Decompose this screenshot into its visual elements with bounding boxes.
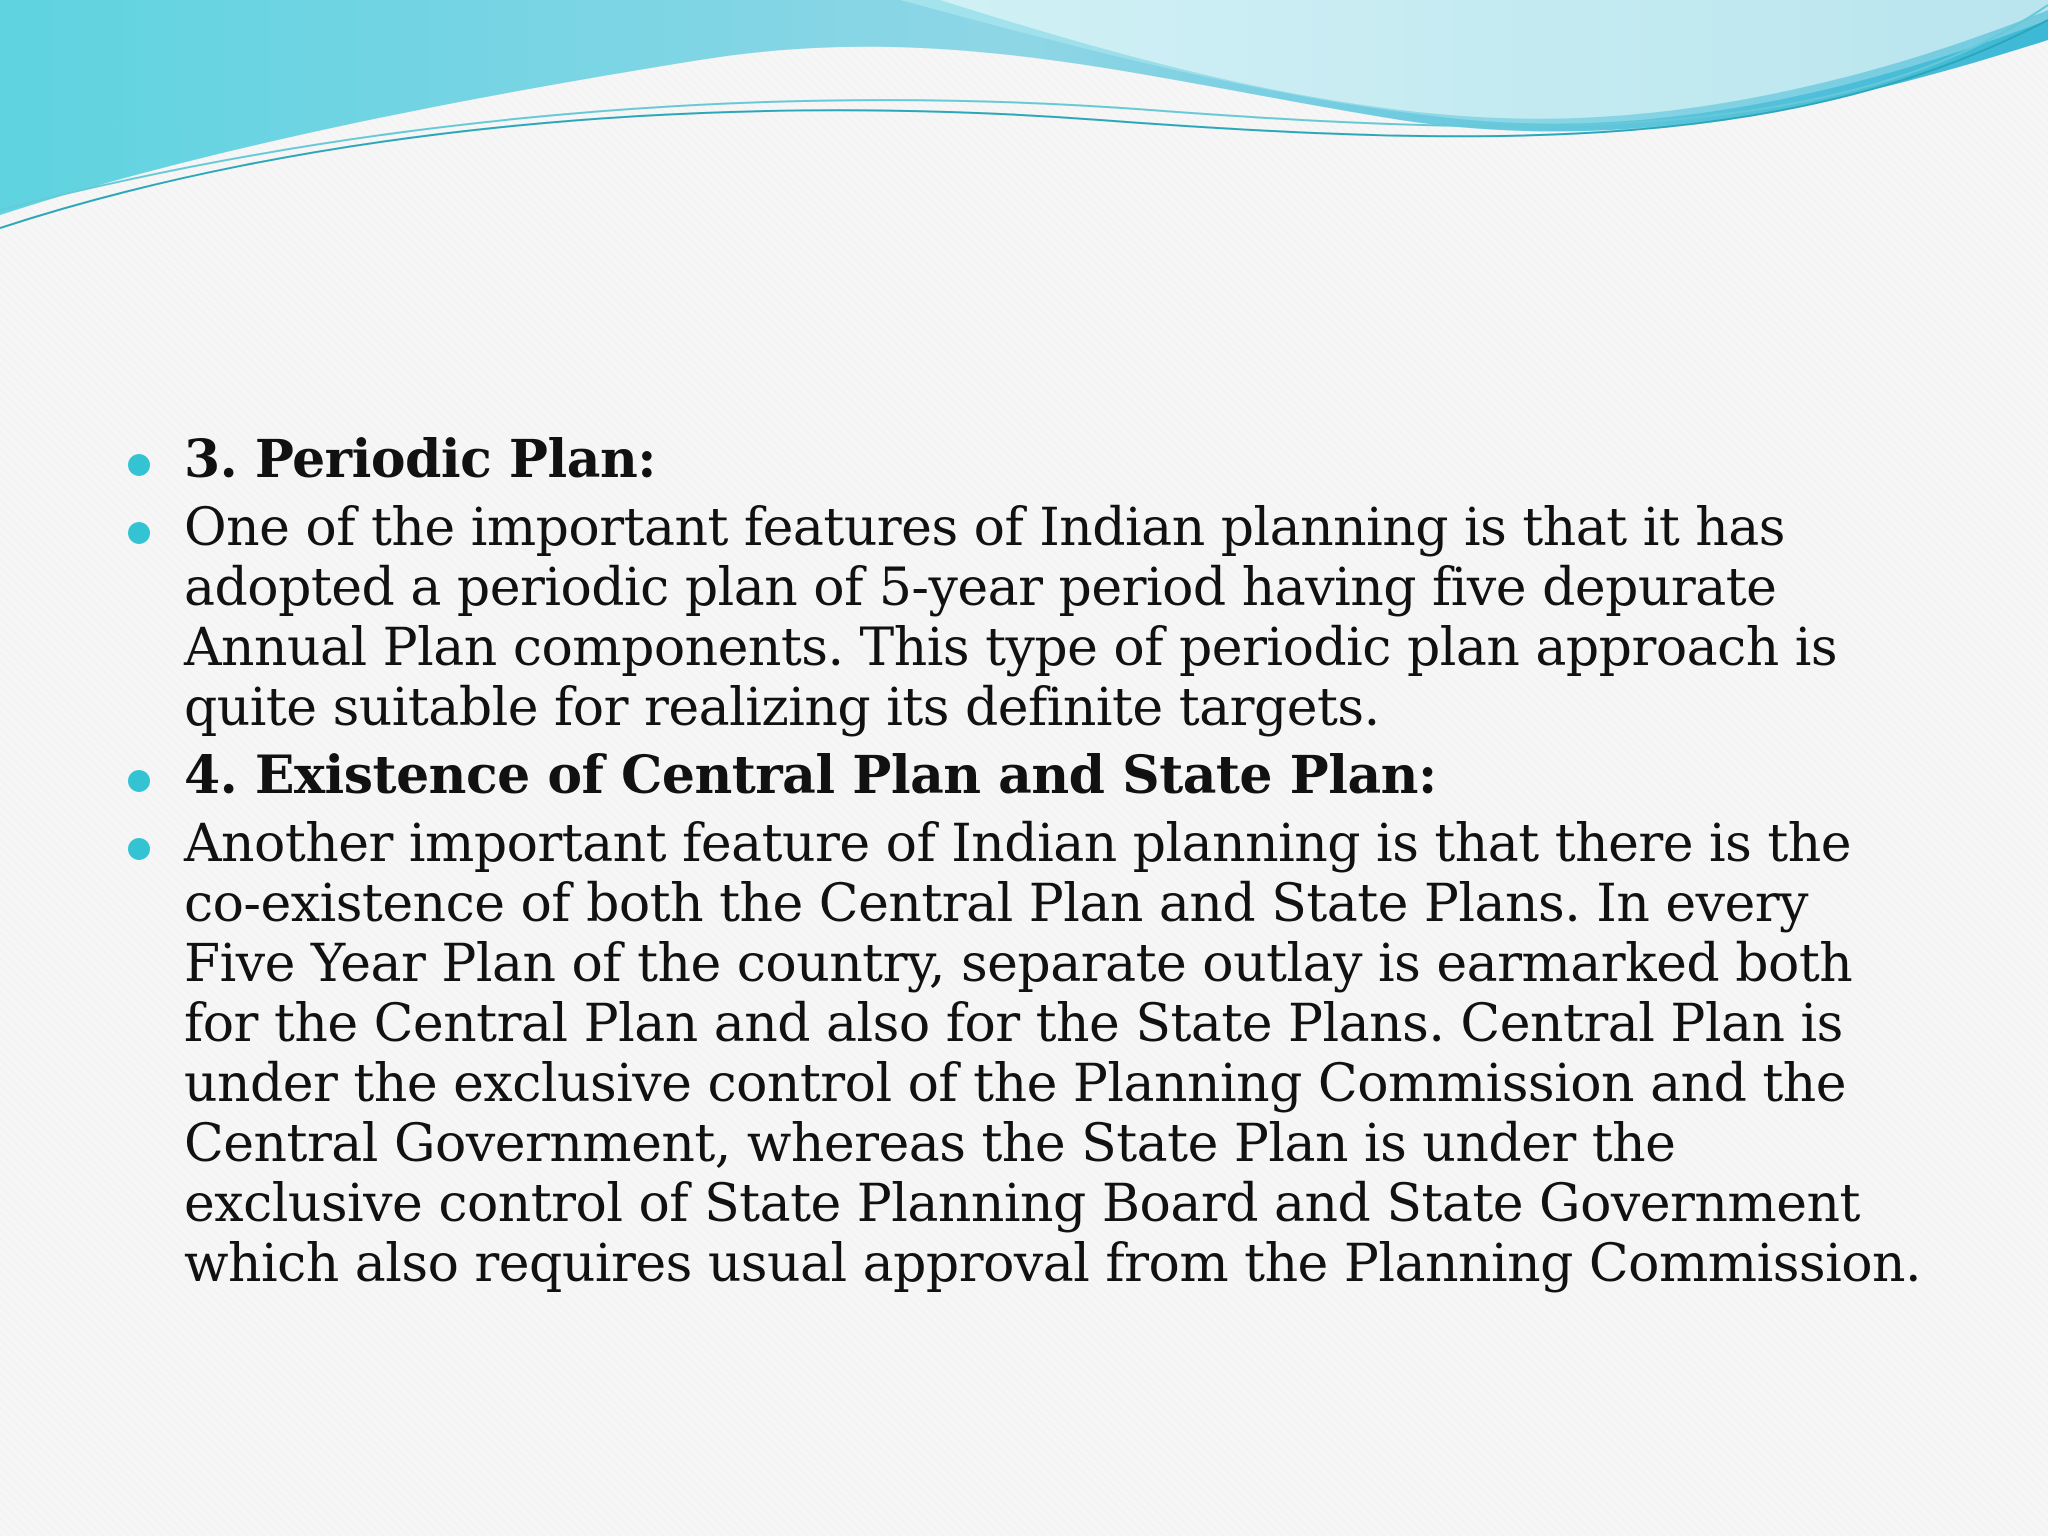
bullet-text: One of the important features of Indian planning is that it has adopted a periodic plan of 5-year period having five depurate Annual Plan components. This type of periodic plan approach is quite suitable for realizing its definite targets. [184,498,1838,738]
bullet-dot-icon [128,770,150,792]
bullet-item-periodic-plan-heading [128,430,1928,490]
bullet-item-central-state-heading [128,746,1928,806]
bullet-dot-icon [128,454,150,476]
bullet-list [128,430,1928,1302]
bullet-item-central-state-body [128,814,1928,1294]
bullet-dot-icon [128,838,150,860]
bullet-text: 4. Existence of Central Plan and State Plan: [184,745,1437,806]
bullet-text: Another important feature of Indian planning is that there is the co-existence of both the Central Plan and State Plans. In every Five Year Plan of the country, separate outlay is earmarked both for the Central Plan and also for the State Plans. Central Plan is under the exclusive control of the Planning Commission and the Central Government, whereas the State Plan is under the exclusive control of State Planning Board and State Government which also requires usual approval from the Planning Commission. [184,814,1922,1294]
bullet-dot-icon [128,522,150,544]
header-wave-decoration [0,0,2048,240]
bullet-text: 3. Periodic Plan: [184,429,656,490]
bullet-item-periodic-plan-body [128,498,1928,738]
